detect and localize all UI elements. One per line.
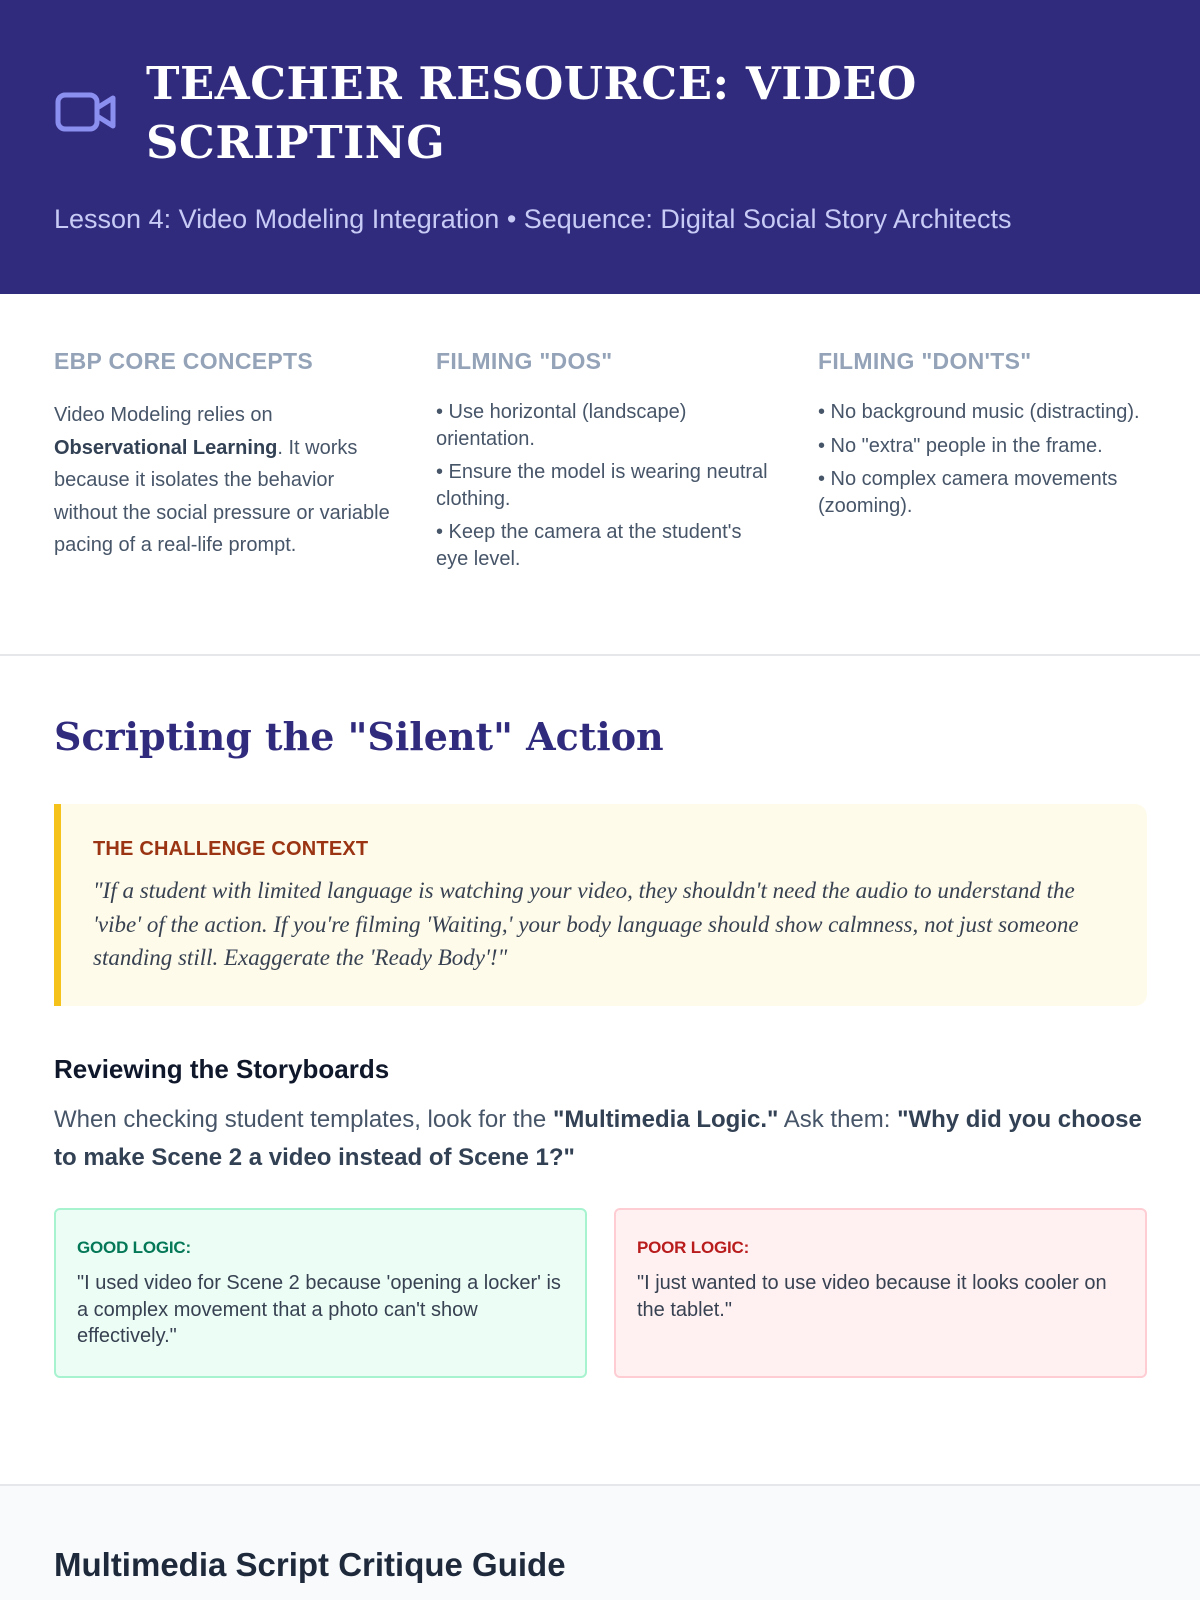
core-concepts-bold: Observational Learning	[54, 436, 278, 459]
filming-donts	[818, 348, 1158, 526]
good-logic-label: GOOD LOGIC:	[77, 1238, 191, 1257]
concepts-columns	[0, 294, 1200, 656]
column-heading: FILMING "DOS"	[436, 348, 613, 374]
list-item: • No background music (distracting).	[818, 401, 1140, 423]
list-item: • Ensure the model is wearing neutral clothing.	[436, 461, 768, 510]
poor-logic-text: "I just wanted to use video because it looks cooler on the tablet."	[637, 1272, 1107, 1321]
page-header	[0, 0, 1200, 294]
video-camera-icon	[55, 90, 117, 134]
review-paragraph: When checking student templates, look for the "Multimedia Logic." Ask them: "Why did you choose to make Scene 2 a video instead of Scene 1?"	[54, 1106, 1142, 1171]
list-item: • No complex camera movements (zooming).	[818, 468, 1118, 517]
section-title: Multimedia Script Critique Guide	[54, 1546, 566, 1583]
core-concepts-text: Video Modeling relies on Observational Learning. It works because it isolates the behavior without the social pressure or variable pacing of a real-life prompt.	[54, 404, 390, 557]
donts-list	[818, 399, 1158, 519]
list-item: • Keep the camera at the student's eye level.	[436, 521, 742, 570]
callout-label: THE CHALLENGE CONTEXT	[93, 838, 369, 860]
dos-list	[436, 399, 776, 572]
good-logic-card	[54, 1208, 587, 1378]
column-heading: EBP CORE CONCEPTS	[54, 348, 313, 374]
critique-section	[0, 1484, 1200, 1600]
scripting-section	[0, 656, 1200, 1484]
callout-quote: "If a student with limited language is watching your video, they shouldn't need the audio to understand the 'vibe' of the action. If you're filming 'Waiting,' your body language should show calmness, not just someone standing still. Exaggerate the 'Ready Body'!"	[93, 878, 1079, 970]
list-item: • No "extra" people in the frame.	[818, 434, 1103, 457]
page-title: TEACHER RESOURCE: VIDEO SCRIPTING	[146, 57, 917, 169]
poor-logic-label: POOR LOGIC:	[637, 1238, 750, 1257]
filming-dos	[436, 348, 776, 579]
list-item: • Use horizontal (landscape) orientation.	[436, 401, 687, 450]
good-logic-text: "I used video for Scene 2 because 'opening a locker' is a complex movement that a photo can't show effectively."	[77, 1272, 561, 1347]
lesson-subtitle: Lesson 4: Video Modeling Integration • Sequence: Digital Social Story Architects	[54, 204, 1012, 234]
review-heading: Reviewing the Storyboards	[54, 1054, 390, 1084]
column-heading: FILMING "DON'TS"	[818, 348, 1032, 374]
section-title: Scripting the "Silent" Action	[54, 714, 664, 759]
poor-logic-card	[614, 1208, 1147, 1378]
ebp-core-concepts	[54, 348, 394, 562]
challenge-callout	[54, 804, 1147, 1006]
